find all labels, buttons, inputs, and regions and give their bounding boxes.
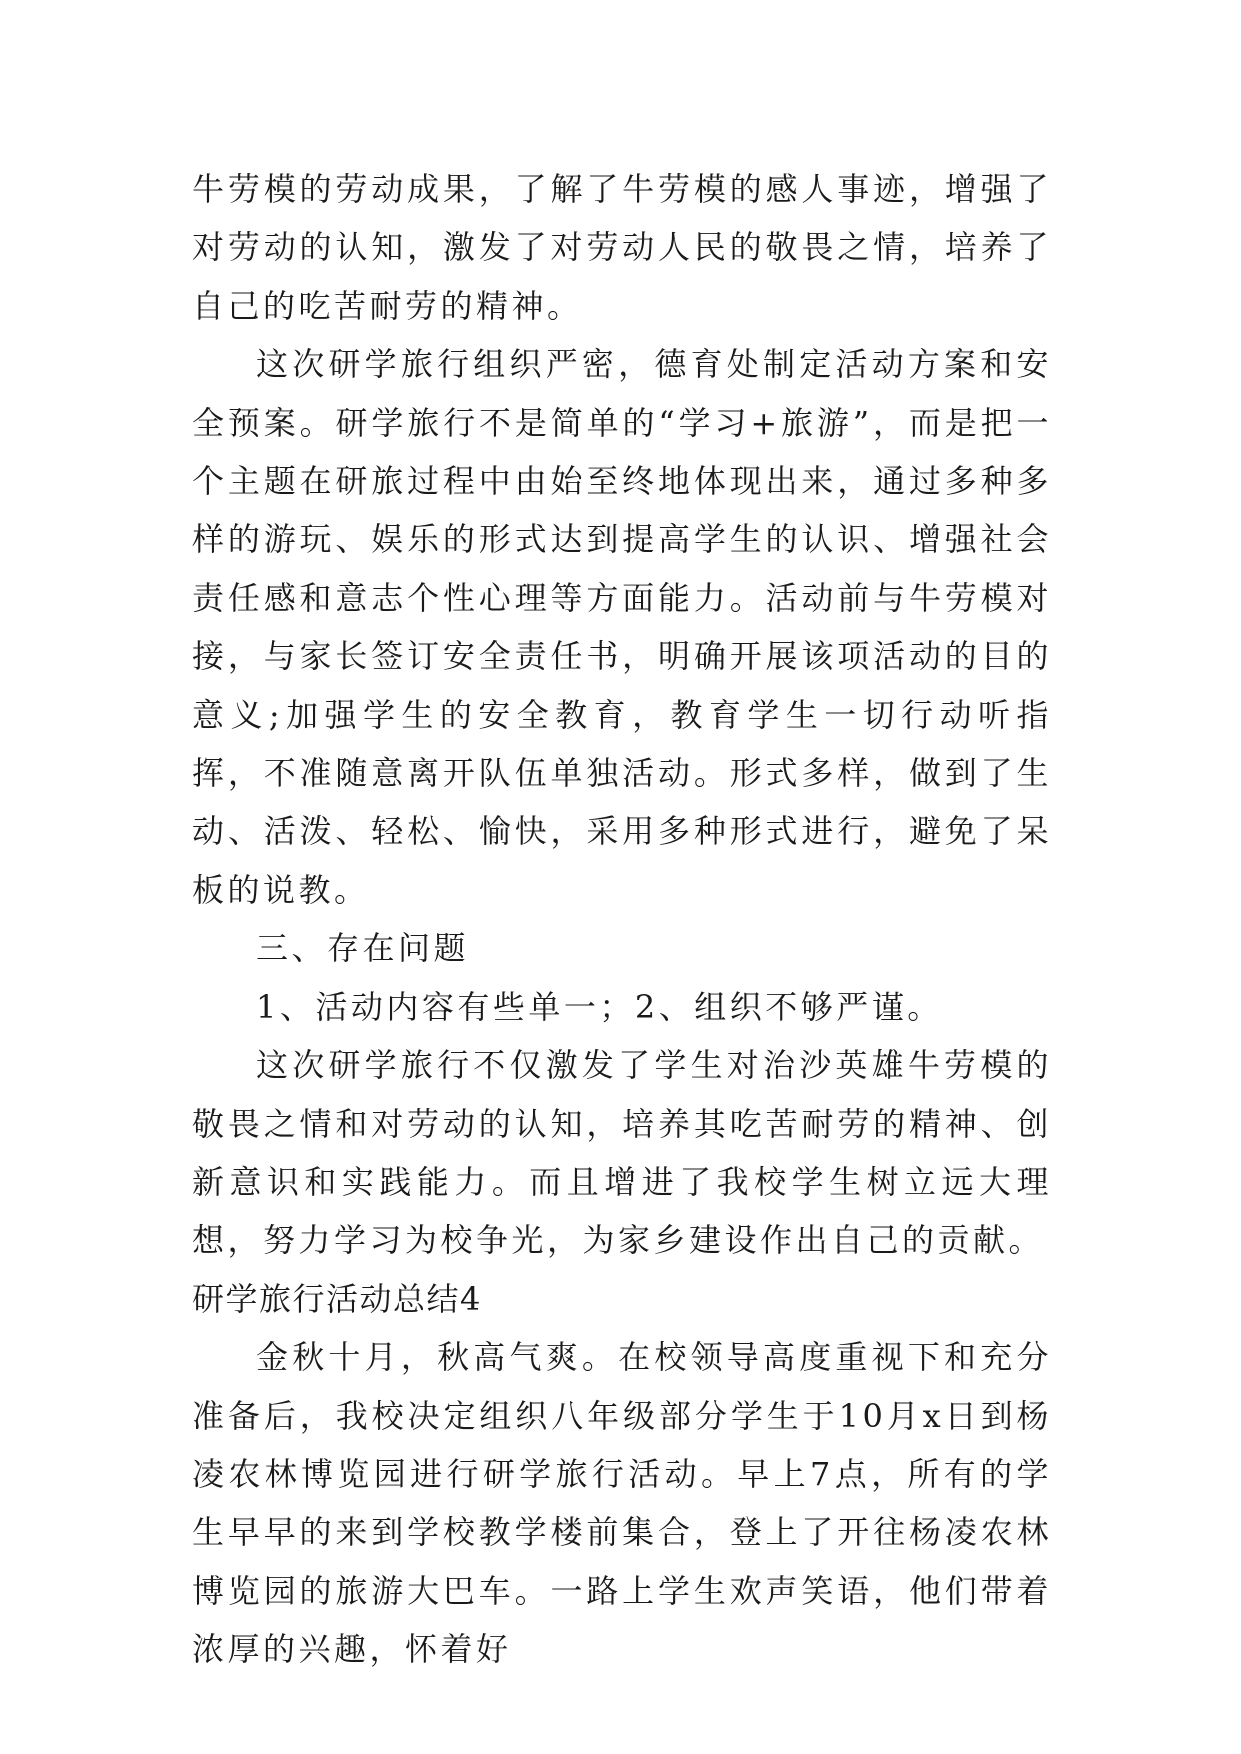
document-page xyxy=(192,160,1052,1679)
paragraph-summary-4-intro: 金秋十月，秋高气爽。在校领导高度重视下和充分准备后，我校决定组织八年级部分学生于10月x日到杨凌农林博览园进行研学旅行活动。早上7点，所有的学生早早的来到学校教学楼前集合，登上了开往杨凌农林博览园的旅游大巴车。一路上学生欢声笑语，他们带着浓厚的兴趣，怀着好 xyxy=(192,1338,1052,1669)
paragraph-organization: 这次研学旅行组织严密，德育处制定活动方案和安全预案。研学旅行不是简单的“学习+旅游”，而是把一个主题在研旅过程中由始至终地体现出来，通过多种多样的游玩、娱乐的形式达到提高学生的认识、增强社会责任感和意志个性心理等方面能力。活动前与牛劳模对接，与家长签订安全责任书，明确开展该项活动的目的意义;加强学生的安全教育，教育学生一切行动听指挥，不准随意离开队伍单独活动。形式多样，做到了生动、活泼、轻松、愉快，采用多种形式进行，避免了呆板的说教。 xyxy=(192,345,1052,909)
section-title-summary-4: 研学旅行活动总结4 xyxy=(192,1279,482,1318)
section-heading-problems: 三、存在问题 xyxy=(256,929,470,968)
paragraph-continuation: 牛劳模的劳动成果，了解了牛劳模的感人事迹，增强了对劳动的认知，激发了对劳动人民的敬畏之情，培养了自己的吃苦耐劳的精神。 xyxy=(192,170,1052,325)
paragraph-problems-list: 1、活动内容有些单一；2、组织不够严谨。 xyxy=(256,987,943,1026)
paragraph-conclusion: 这次研学旅行不仅激发了学生对治沙英雄牛劳模的敬畏之情和对劳动的认知，培养其吃苦耐劳的精神、创新意识和实践能力。而且增进了我校学生树立远大理想，努力学习为校争光，为家乡建设作出自己的贡献。 xyxy=(192,1046,1052,1260)
